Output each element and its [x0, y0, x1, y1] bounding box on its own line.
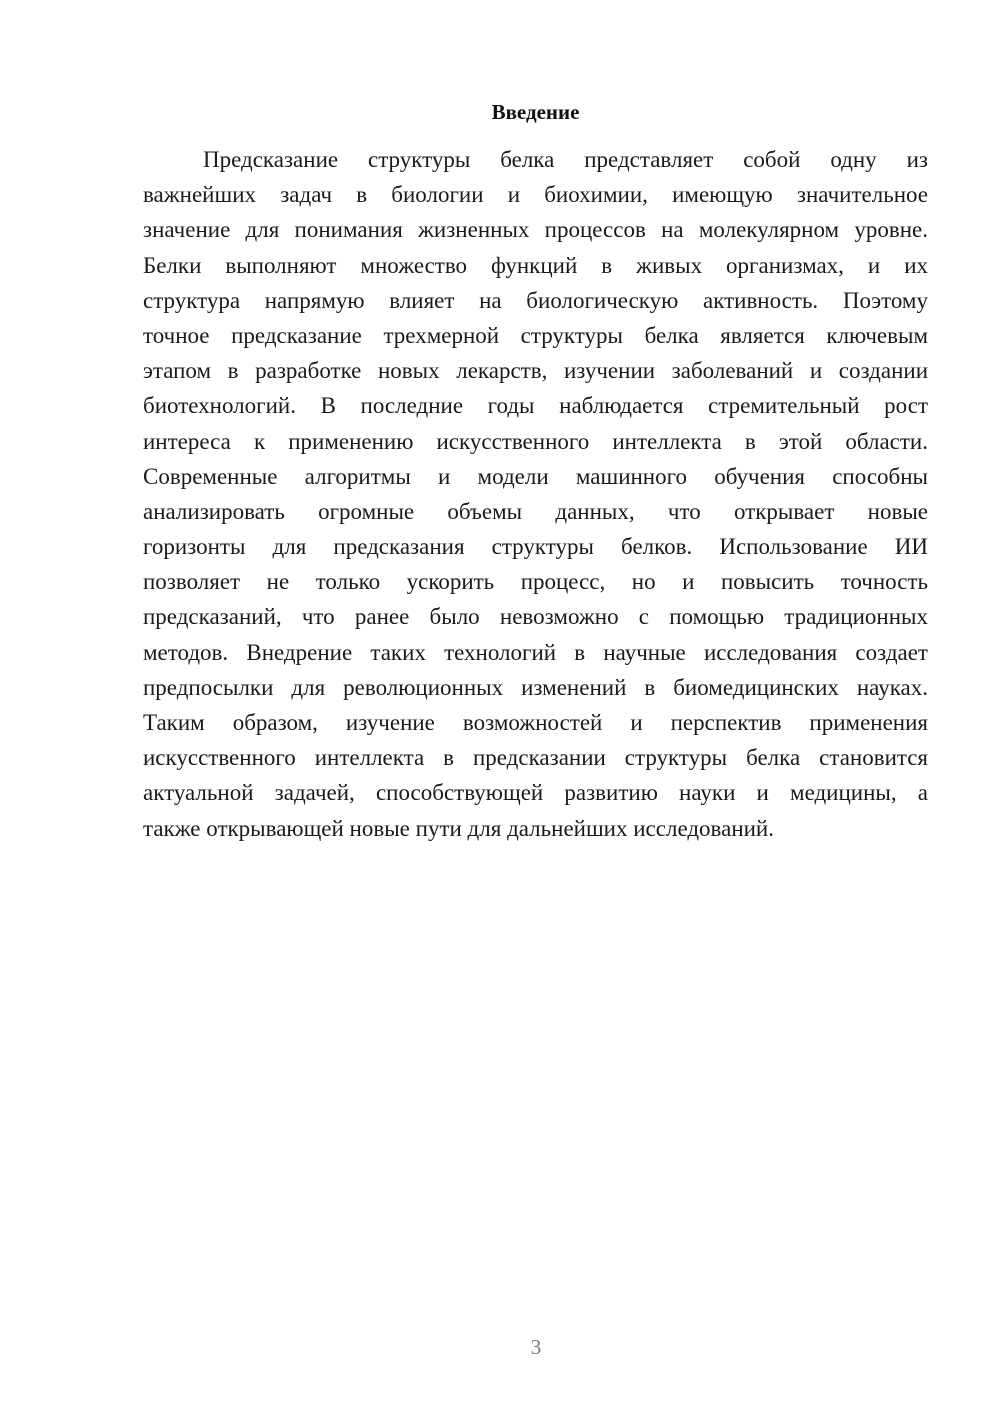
- body-paragraph: [143, 142, 928, 846]
- paragraph-line: точное предсказание трехмерной структуры белка является ключевым: [143, 322, 928, 348]
- paragraph-line: значение для понимания жизненных процессов на молекулярном уровне.: [143, 217, 928, 243]
- paragraph-line: искусственного интеллекта в предсказании структуры белка становится: [143, 745, 928, 771]
- paragraph-line: Белки выполняют множество функций в живых организмах, и их: [143, 252, 928, 278]
- paragraph-line: предпосылки для революционных изменений в биомедицинских науках.: [143, 674, 928, 700]
- paragraph-line: методов. Внедрение таких технологий в научные исследования создает: [143, 639, 928, 665]
- paragraph-line: Предсказание структуры белка представляет собой одну из: [203, 147, 928, 172]
- paragraph-line: горизонты для предсказания структуры белков. Использование ИИ: [143, 534, 928, 560]
- paragraph-line: структура напрямую влияет на биологическую активность. Поэтому: [143, 287, 928, 313]
- paragraph-line: интереса к применению искусственного интеллекта в этой области.: [143, 428, 928, 454]
- paragraph-line: этапом в разработке новых лекарств, изучении заболеваний и создании: [143, 358, 928, 384]
- paragraph-line: актуальной задачей, способствующей развитию науки и медицины, а: [143, 780, 928, 806]
- paragraph-line: Современные алгоритмы и модели машинного обучения способны: [143, 463, 928, 489]
- section-heading: Введение: [491, 100, 580, 124]
- paragraph-line: Таким образом, изучение возможностей и перспектив применения: [143, 710, 928, 735]
- paragraph-line: анализировать огромные объемы данных, что открывает новые: [143, 498, 928, 524]
- paragraph-line: позволяет не только ускорить процесс, но и повысить точность: [143, 569, 928, 595]
- paragraph-line: биотехнологий. В последние годы наблюдается стремительный рост: [143, 393, 928, 419]
- paragraph-line: также открывающей новые пути для дальнейших исследований.: [143, 815, 774, 841]
- paragraph-line: важнейших задач в биологии и биохимии, имеющую значительное: [143, 182, 928, 208]
- page-number: 3: [530, 1335, 542, 1359]
- paragraph-line: предсказаний, что ранее было невозможно с помощью традиционных: [143, 604, 928, 630]
